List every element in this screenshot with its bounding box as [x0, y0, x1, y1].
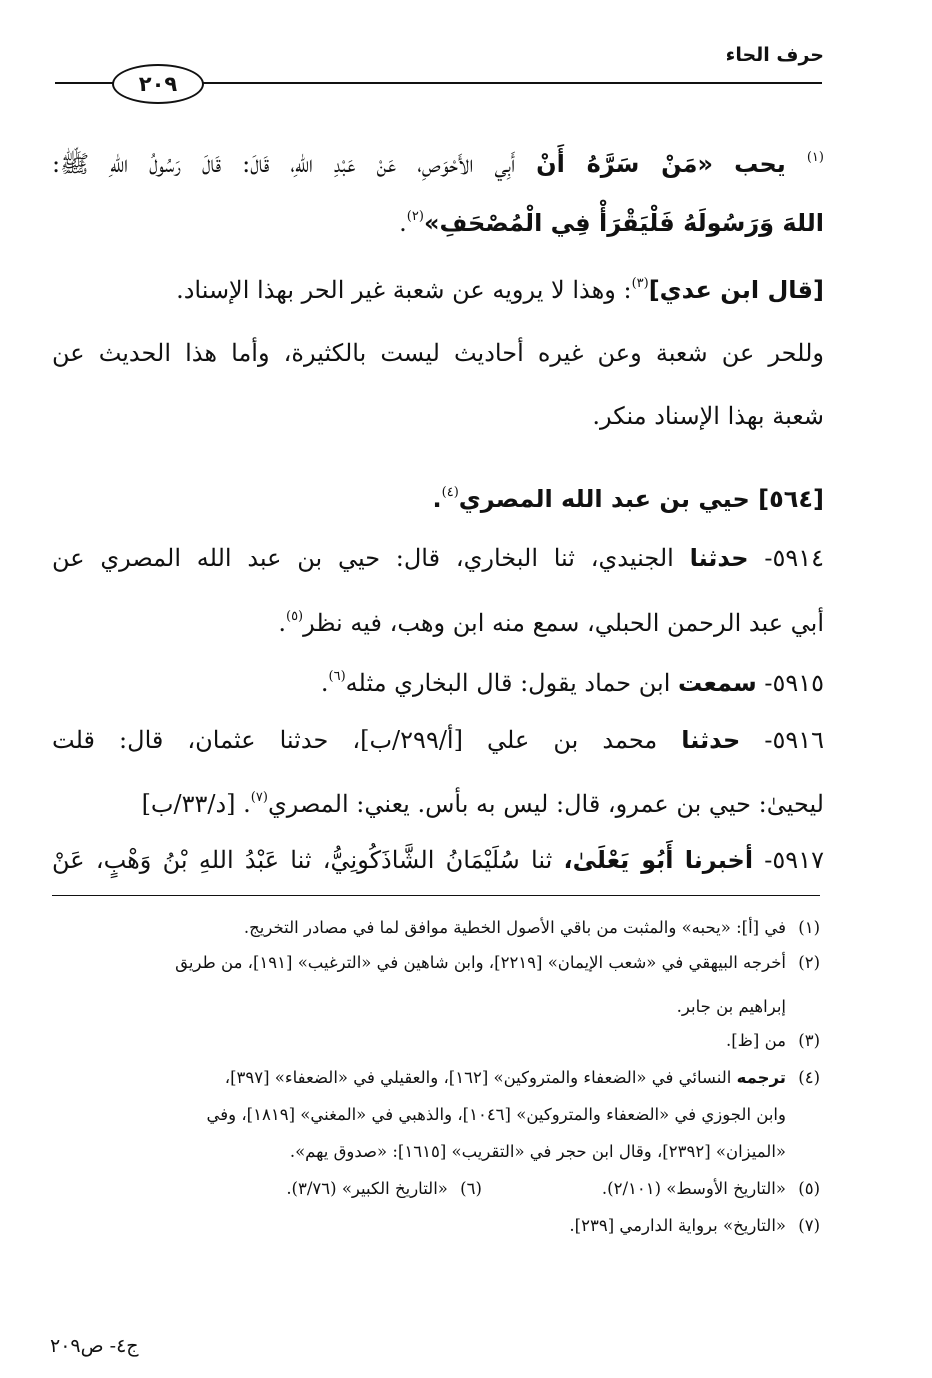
hadith-number: ٥٩١٤-: [764, 544, 824, 572]
footnote-ref-2[interactable]: (٢): [406, 209, 424, 224]
body-line-4: وللحر عن شعبة وعن غيره أحاديث ليست بالكثيرة، وأما هذا الحديث عن: [52, 339, 824, 367]
footnote-ref-5[interactable]: (٥): [285, 609, 304, 624]
footnote-4-cont: وابن الجوزي في «الضعفاء والمتروكين» [١٠٤٦]، والذهبي في «المغني» [١٨١٩]، وفي: [206, 1105, 786, 1124]
footnote-4-cont2: «الميزان» [٢٣٩٢]، وقال ابن حجر في «التقريب» [١٦١٥]: «صدوق يهم».: [289, 1142, 786, 1161]
hadith-5915: ٥٩١٥- سمعت ابن حماد يقول: قال البخاري مثله$^{(٦)}$.: [320, 669, 824, 697]
chapter-title: حرف الحاء: [725, 44, 824, 66]
footnote-5-6: (٥)«التاريخ الأوسط» (٢/١٠١).(٦)«التاريخ الكبير» (٣/٧٦).: [286, 1179, 820, 1198]
hadith-5914-cont: أبي عبد الرحمن الحبلي، سمع منه ابن وهب، فيه نظر$^{(٥)}$.: [278, 609, 824, 637]
page-number-oval: [112, 64, 204, 104]
footnote-separator: [52, 895, 820, 896]
body-line-3: [قال ابن عدي]$^{(٣)}$: وهذا لا يرويه عن شعبة غير الحر بهذا الإسناد.: [176, 276, 824, 304]
footnote-2-cont: إبراهيم بن جابر.: [676, 997, 786, 1016]
hadith-5916-cont: ليحيىٰ: حيي بن عمرو، قال: ليس به بأس. يعني: المصري$^{(٧)}$. [د/٣٣/ب]: [141, 790, 824, 818]
hadith-5917: ٥٩١٧- أخبرنا أَبُو يَعْلَىٰ، ثنا سُلَيْمَانُ الشَّاذَكُونِيُّ، ثنا عَبْدُ اللهِ بْنُ وَهْبٍ، عَنْ: [52, 846, 824, 874]
footnote-4: (٤)ترجمه النسائي في «الضعفاء والمتروكين» [١٦٢]، والعقيلي في «الضعفاء» [٣٩٧]،: [224, 1068, 820, 1087]
page-number: ٢٠٩: [138, 72, 178, 96]
hadith-number: ٥٩١٥-: [764, 669, 824, 697]
footnote-ref-1[interactable]: (١): [806, 150, 824, 165]
hadith-5916: ٥٩١٦- حدثنا محمد بن علي [أ/٢٩٩/ب]، حدثنا عثمان، قال: قلت: [52, 726, 825, 754]
footnote-1: (١)في [أ]: «يحبه» والمثبت من باقي الأصول الخطية موافق لما في مصادر التخريج.: [243, 918, 820, 937]
entry-title: [٥٦٤] حيي بن عبد الله المصري$^{(٤)}$.: [432, 485, 824, 513]
footnote-2: (٢)أخرجه البيهقي في «شعب الإيمان» [٢٢١٩]، وابن شاهين في «الترغيب» [١٩١]، من طريق: [175, 953, 820, 972]
volume-page-reference: ج٤- ص٢٠٩: [50, 1335, 139, 1357]
hadith-number: ٥٩١٧-: [764, 846, 824, 874]
hadith-5914: ٥٩١٤- حدثنا الجنيدي، ثنا البخاري، قال: حيي بن عبد الله المصري عن: [52, 544, 824, 572]
body-line-5: شعبة بهذا الإسناد منكر.: [592, 402, 824, 430]
body-line-2: اللهَ وَرَسُولَهُ فَلْيَقْرَأْ فِي الْمُصْحَفِ»$^{(٢)}$.: [399, 209, 824, 237]
footnote-3: (٣)من [ظ].: [725, 1031, 820, 1050]
footnote-7: (٧)«التاريخ» برواية الدارمي [٢٣٩].: [569, 1216, 820, 1235]
footnote-ref-4[interactable]: (٤): [441, 485, 459, 500]
body-line-1: $^{(١)}$ يحب «مَنْ سَرَّهُ أَنْ أَبِي الأَحْوَصِ، عَنْ عَبْدِ اللهِ، قَالَ: قَالَ رَسُولُ اللهِ ﷺ:: [52, 150, 824, 178]
footnote-ref-7[interactable]: (٧): [250, 790, 268, 805]
hadith-number: ٥٩١٦-: [764, 726, 825, 754]
footnote-ref-6[interactable]: (٦): [328, 669, 346, 684]
footnote-ref-3[interactable]: (٣): [631, 276, 649, 291]
